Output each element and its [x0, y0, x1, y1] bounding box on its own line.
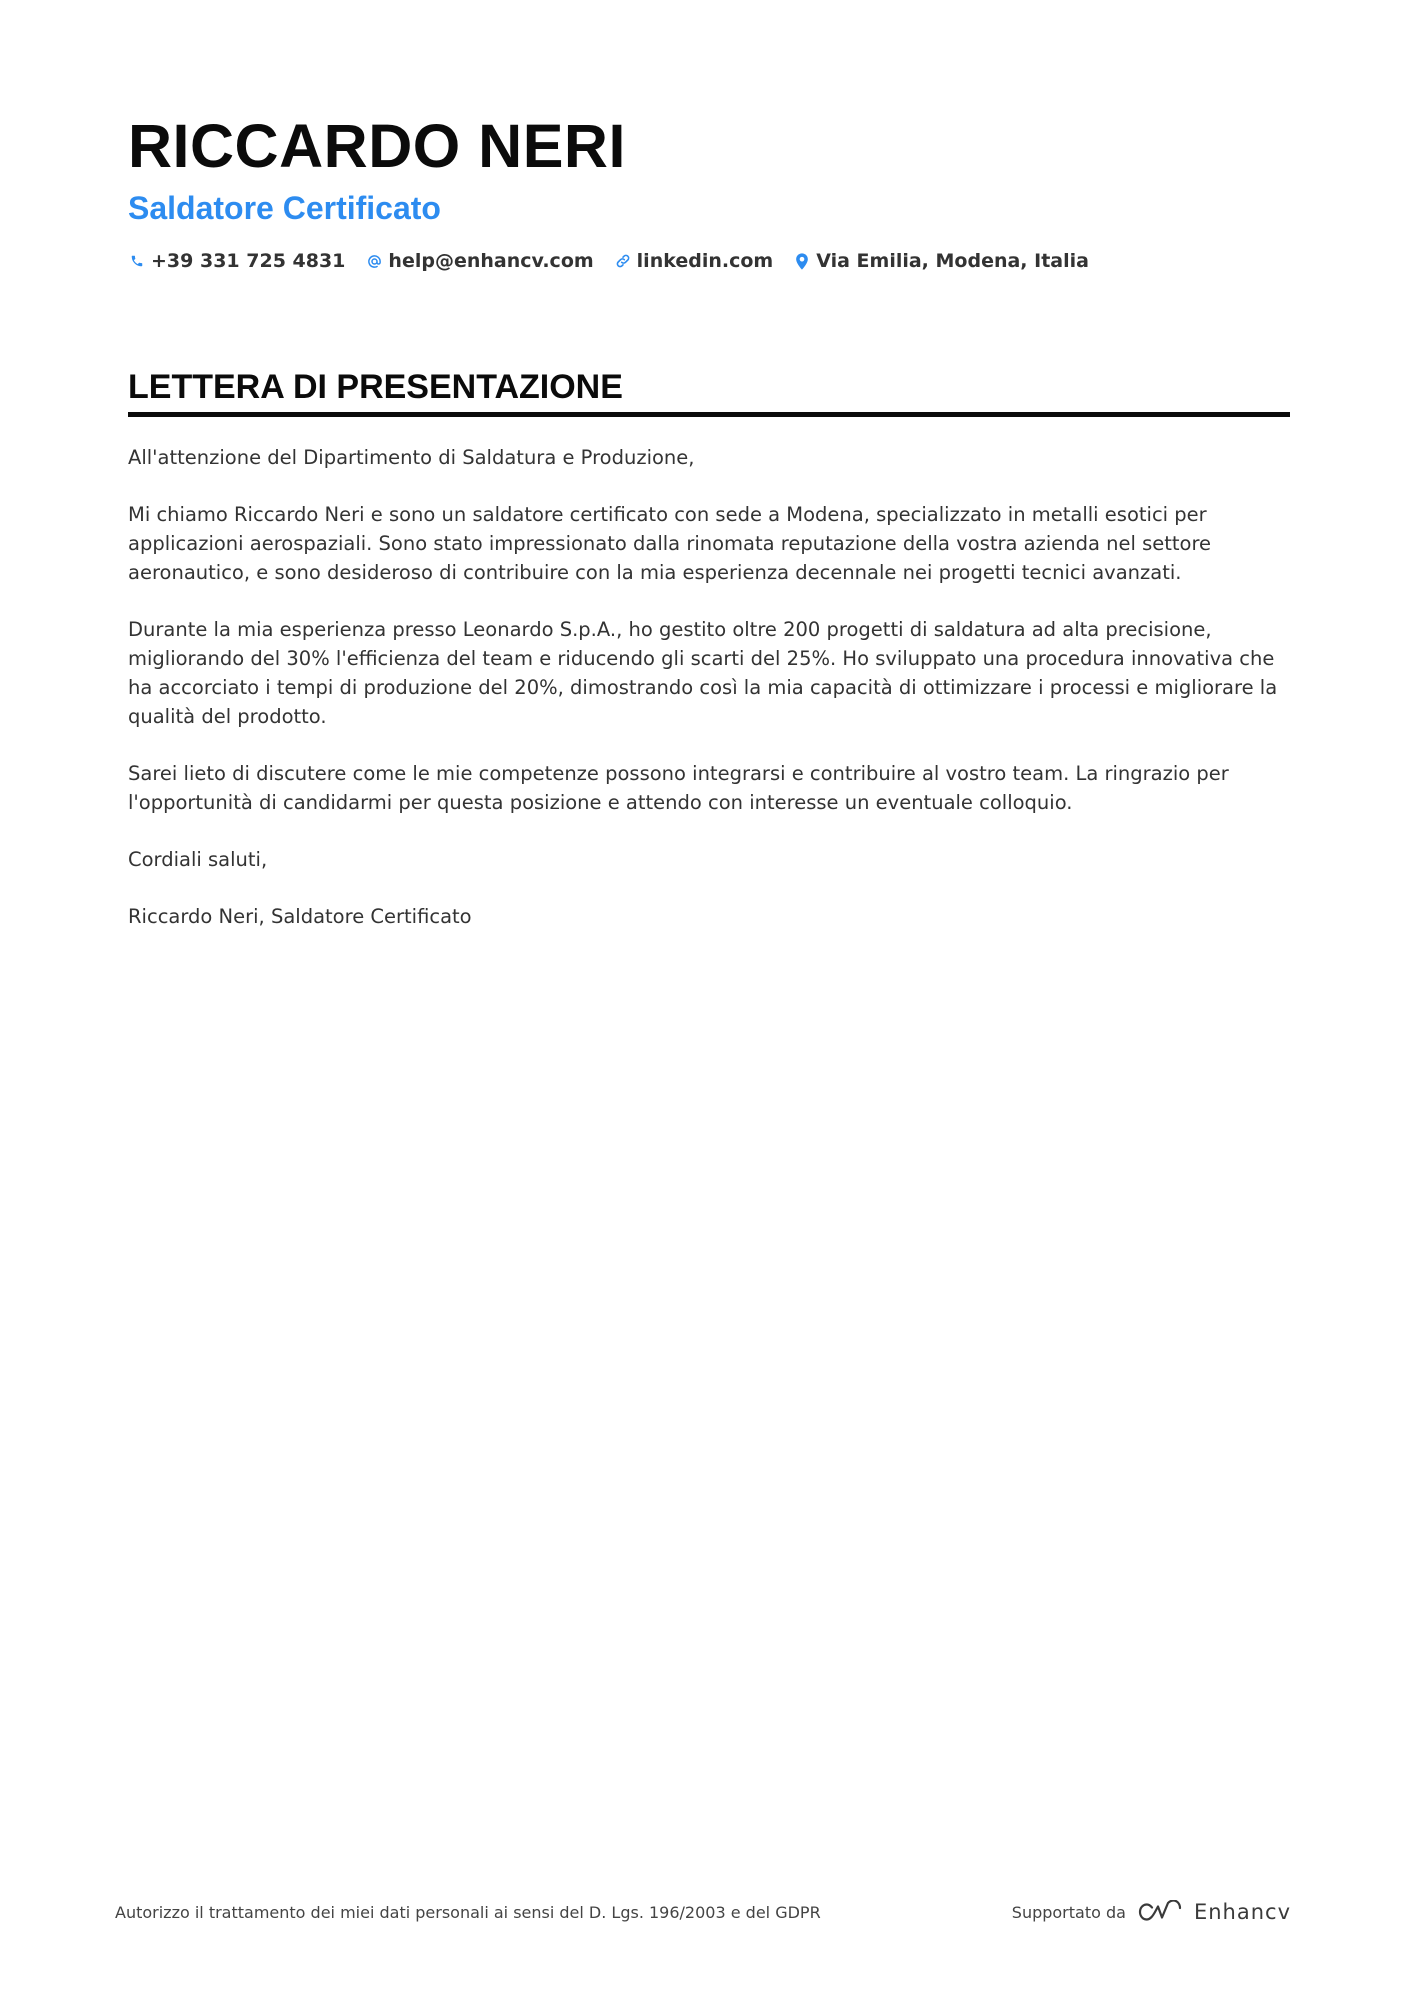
powered-by-label: Supportato da [1011, 1902, 1126, 1922]
signature-line: Riccardo Neri, Saldatore Certificato [128, 905, 472, 928]
letter-paragraph: Sarei lieto di discutere come le mie competenze possono integrarsi e contribuire al vostro team. La ringrazio per l'opportunità di candidarmi per questa posizione e attendo con interesse un eventuale colloquio. [128, 762, 1229, 814]
phone-number[interactable]: +39 331 725 4831 [151, 250, 346, 272]
location-pin-icon [793, 251, 811, 271]
brand-name[interactable]: Enhancv [1193, 1900, 1291, 1924]
phone-icon [128, 251, 146, 271]
cover-letter-section [128, 366, 1290, 959]
contact-email [365, 250, 593, 272]
salutation: All'attenzione del Dipartimento di Saldatura e Produzione, [128, 446, 695, 469]
section-title: LETTERA DI PRESENTAZIONE [128, 366, 1290, 417]
letter-body [128, 443, 1278, 931]
privacy-consent: Autorizzo il trattamento dei miei dati personali ai sensi del D. Lgs. 196/2003 e del GDPR [115, 1902, 821, 1922]
email-address[interactable]: help@enhancv.com [388, 250, 594, 272]
link-icon [614, 251, 632, 271]
applicant-name: RICCARDO NERI [128, 112, 626, 180]
at-icon [365, 251, 383, 271]
linkedin-link[interactable]: linkedin.com [636, 250, 774, 272]
letter-paragraph: Mi chiamo Riccardo Neri e sono un saldatore certificato con sede a Modena, specializzato in metalli esotici per applicazioni aerospaziali. Sono stato impressionato dalla rinomata reputazione della vostra azienda nel settore aeronautico, e sono desideroso di contribuire con la mia esperienza decennale nei progetti tecnici avanzati. [128, 503, 1212, 584]
contact-row [128, 250, 1288, 272]
job-title: Saldatore Certificato [128, 190, 441, 226]
powered-by [1012, 1900, 1291, 1924]
enhancv-logo-icon[interactable] [1138, 1900, 1184, 1924]
closing: Cordiali saluti, [128, 848, 268, 871]
header [128, 108, 1288, 272]
contact-location [793, 250, 1089, 272]
footer [115, 1892, 1291, 1932]
contact-linkedin [614, 250, 774, 272]
location-text: Via Emilia, Modena, Italia [816, 250, 1089, 272]
letter-paragraph: Durante la mia esperienza presso Leonardo S.p.A., ho gestito oltre 200 progetti di saldatura ad alta precisione, migliorando del 30% l'efficienza del team e riducendo gli scarti del 25%. Ho sviluppato una procedura innovativa che ha accorciato i tempi di produzione del 20%, dimostrando così la mia capacità di ottimizzare i processi e migliorare la qualità del prodotto. [128, 618, 1278, 728]
contact-phone [128, 250, 345, 272]
